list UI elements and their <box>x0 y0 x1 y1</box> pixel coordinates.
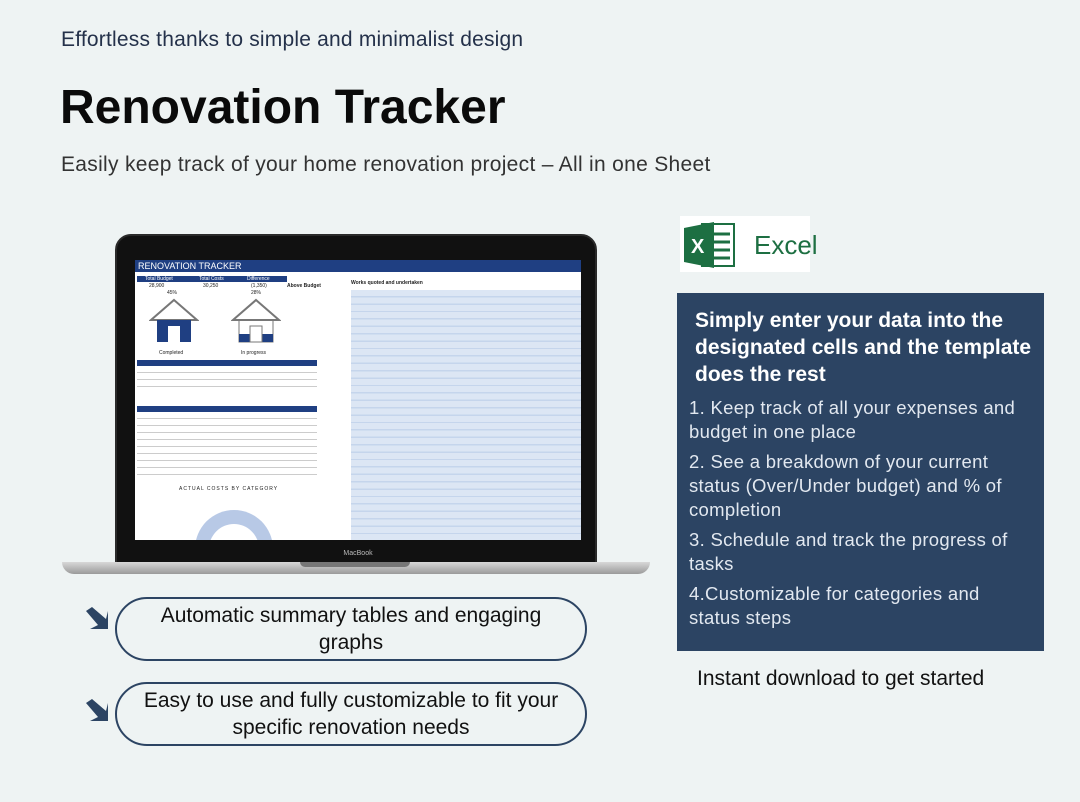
page-title: Renovation Tracker <box>60 81 506 134</box>
works-table <box>351 290 581 540</box>
panel-point-2: 2. See a breakdown of your current status (Over/Under budget) and % of completion <box>689 451 1002 520</box>
excel-icon <box>684 220 736 270</box>
arrow-icon <box>84 697 110 723</box>
arrow-icon <box>84 605 110 631</box>
sheet-label-costs: Total Costs <box>199 276 224 282</box>
pct-inprogress: 28% <box>251 290 262 296</box>
pct-completed: 45% <box>167 290 178 296</box>
label-inprogress: In progress <box>241 350 267 356</box>
budget-status: Above Budget <box>287 283 321 289</box>
tagline: Effortless thanks to simple and minimalist design <box>61 28 524 51</box>
feature-summary: Automatic summary tables and engaging graphs <box>115 597 587 661</box>
panel-point-1: 1. Keep track of all your expenses and budget in one place <box>689 397 1016 442</box>
panel-point-3: 3. Schedule and track the progress of tasks <box>689 529 1008 574</box>
laptop-brand: MacBook <box>343 550 373 557</box>
house-inprogress-icon <box>231 298 281 344</box>
excel-label: Excel <box>754 230 818 260</box>
laptop-screen <box>115 234 597 564</box>
info-panel <box>677 293 1044 651</box>
excel-logo <box>680 216 818 272</box>
sheet-value-budget: 28,900 <box>149 283 165 289</box>
label-completed: Completed <box>159 350 184 356</box>
subtitle: Easily keep track of your home renovation project – All in one Sheet <box>61 153 711 176</box>
panel-heading: Simply enter your data into the designated cells and the template does the rest <box>695 309 1032 386</box>
feature-customizable: Easy to use and fully customizable to fit your specific renovation needs <box>115 682 587 746</box>
spreadsheet-preview <box>135 260 581 540</box>
download-note: Instant download to get started <box>697 667 985 690</box>
sheet-label-budget: Total Budget <box>145 276 173 282</box>
cost-donut-chart <box>195 510 273 540</box>
svg-text:X: X <box>691 236 705 258</box>
sheet-title: RENOVATION TRACKER <box>135 260 581 272</box>
sheet-label-diff: Difference <box>247 276 270 282</box>
house-completed-icon <box>149 298 199 344</box>
works-title: Works quoted and undertaken <box>351 280 423 286</box>
panel-point-4: 4.Customizable for categories and status steps <box>689 583 980 628</box>
chart-title: ACTUAL COSTS BY CATEGORY <box>179 486 279 492</box>
sheet-value-diff: (1,350) <box>251 283 267 289</box>
laptop-notch <box>300 562 410 567</box>
sheet-value-costs: 30,250 <box>203 283 219 289</box>
